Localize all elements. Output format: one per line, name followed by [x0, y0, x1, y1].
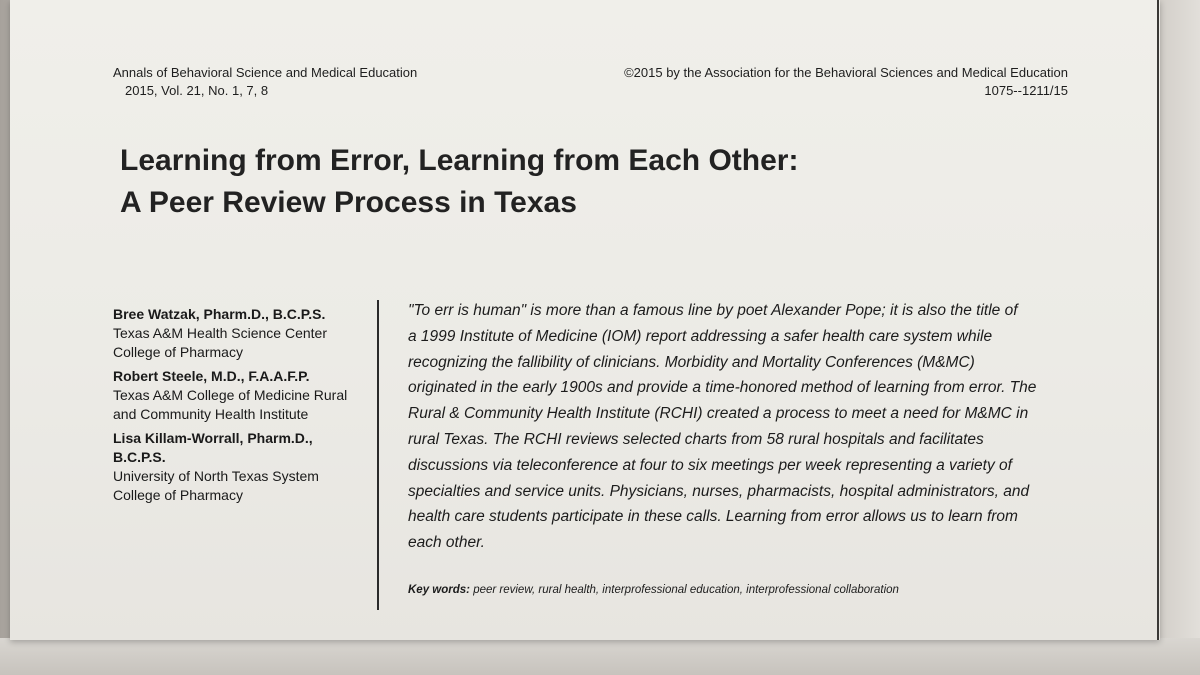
journal-header — [113, 64, 417, 100]
abstract-line: "To err is human" is more than a famous line by poet Alexander Pope; it is also the title of — [408, 302, 1018, 319]
issn-number: 1075--1211/15 — [984, 83, 1068, 98]
author-name: Robert Steele, M.D., F.A.A.F.P. — [113, 368, 310, 384]
title-line-2: A Peer Review Process in Texas — [120, 186, 577, 219]
journal-citation: 2015, Vol. 21, No. 1, 7, 8 — [125, 83, 269, 98]
author-block — [113, 367, 378, 424]
author-affiliation: College of Pharmacy — [113, 487, 243, 503]
author-block — [113, 429, 378, 505]
abstract-line: originated in the early 1900s and provide a time-honored method of learning from error. The — [408, 379, 1037, 397]
author-affiliation: and Community Health Institute — [113, 406, 309, 422]
abstract — [408, 298, 1098, 556]
keywords — [408, 582, 1108, 598]
author-list — [113, 305, 378, 510]
article-title — [120, 140, 1000, 224]
author-name: Lisa Killam-Worrall, Pharm.D., — [113, 430, 313, 446]
author-name-cont: B.C.P.S. — [113, 449, 166, 465]
author-affiliation: College of Pharmacy — [113, 344, 243, 360]
author-name: Bree Watzak, Pharm.D., B.C.P.S. — [113, 306, 326, 322]
copyright-header — [624, 64, 1068, 100]
page-edge-line — [1157, 0, 1159, 640]
abstract-line: recognizing the fallibility of clinicians. Morbidity and Mortality Conferences (M&MC) — [408, 353, 975, 371]
copyright-notice: ©2015 by the Association for the Behavioral Sciences and Medical Education — [624, 65, 1068, 80]
abstract-line: a 1999 Institute of Medicine (IOM) report addressing a safer health care system while — [408, 327, 993, 345]
abstract-line: Rural & Community Health Institute (RCHI) created a process to meet a need for M&MC in — [408, 405, 1029, 423]
author-affiliation: Texas A&M College of Medicine Rural — [113, 387, 348, 403]
abstract-line: specialties and service units. Physicians, nurses, pharmacists, hospital administrators, and — [408, 482, 1030, 500]
column-divider — [377, 300, 379, 610]
title-line-1: Learning from Error, Learning from Each Other: — [120, 144, 799, 177]
keywords-label: Key words: — [408, 584, 474, 596]
journal-name: Annals of Behavioral Science and Medical Education — [113, 65, 418, 80]
author-block — [113, 305, 378, 362]
keywords-text: peer review, rural health, interprofessional education, interprofessional collaboration — [473, 584, 899, 596]
abstract-line: discussions via teleconference at four to six meetings per week representing a variety of — [408, 456, 1012, 474]
author-affiliation: University of North Texas System — [113, 468, 319, 484]
abstract-line: rural Texas. The RCHI reviews selected charts from 58 rural hospitals and facilitates — [408, 430, 984, 448]
abstract-line: each other. — [408, 534, 485, 552]
paper-stack-bottom — [0, 638, 1200, 675]
abstract-line: health care students participate in these calls. Learning from error allows us to learn from — [408, 508, 1018, 526]
author-affiliation: Texas A&M Health Science Center — [113, 325, 327, 341]
